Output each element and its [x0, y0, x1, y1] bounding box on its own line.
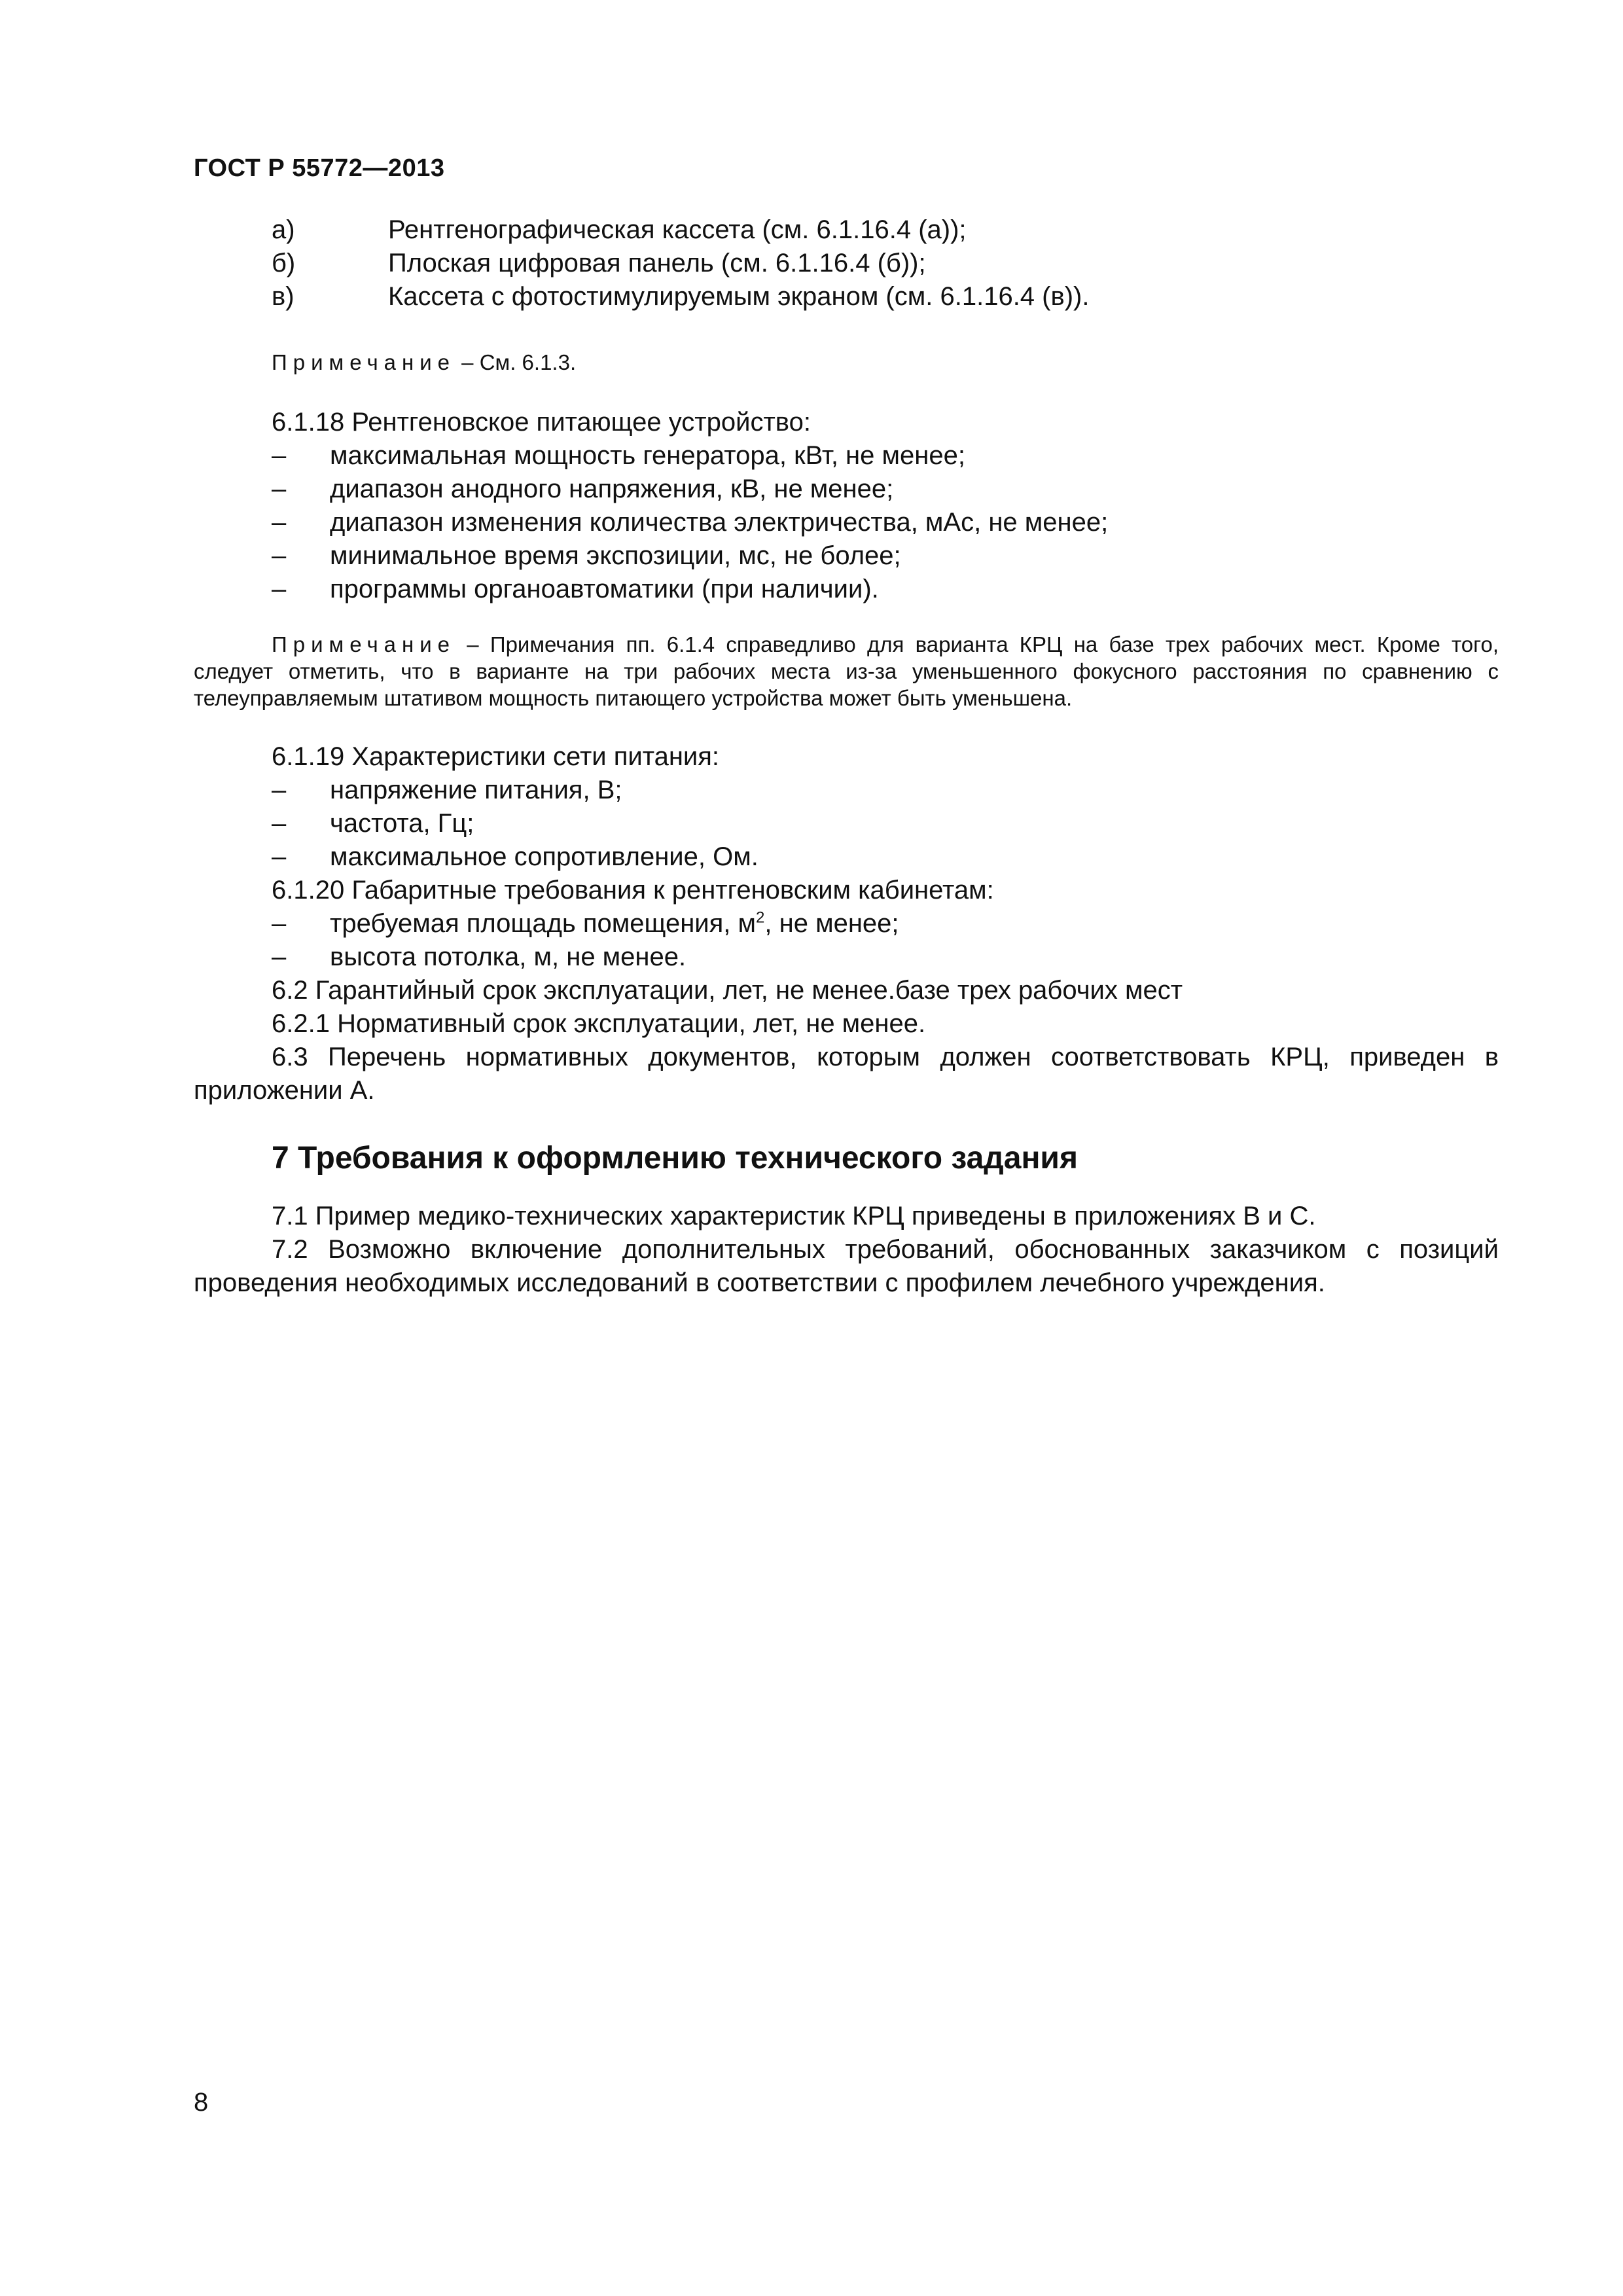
list-item — [194, 539, 1499, 573]
list-item — [194, 774, 1499, 807]
clause: 6.2 Гарантийный срок эксплуатации, лет, не менее.базе трех рабочих мест — [272, 976, 1183, 1005]
note — [194, 631, 1499, 711]
list-text: Кассета с фотостимулируемым экраном (см. 6.1.16.4 (в)). — [388, 282, 1090, 311]
clause-title: 6.1.19 Характеристики сети питания: — [272, 742, 720, 771]
note-label: Примечание — [272, 632, 456, 656]
list-item — [194, 247, 1499, 280]
list-text: диапазон изменения количества электричества, мАс, не менее; — [330, 508, 1109, 537]
dash-bullet: – — [272, 541, 287, 570]
list-letter: а) — [272, 215, 295, 244]
clause: 6.3 Перечень нормативных документов, которым должен соответствовать КРЦ, приведен в приложении А. — [194, 1043, 1499, 1105]
list-item — [194, 840, 1499, 874]
list-text: диапазон анодного напряжения, кВ, не менее; — [330, 475, 894, 503]
dash-bullet: – — [272, 441, 287, 470]
list-item — [194, 213, 1499, 247]
list-text: частота, Гц; — [330, 809, 474, 838]
list-text: напряжение питания, В; — [330, 776, 622, 804]
superscript: 2 — [756, 908, 765, 927]
dash-bullet: – — [272, 508, 287, 537]
dash-bullet: – — [272, 909, 287, 938]
section-heading: 7 Требования к оформлению технического задания — [272, 1141, 1078, 1175]
dash-bullet: – — [272, 942, 287, 971]
list-text: Плоская цифровая панель (см. 6.1.16.4 (б)); — [388, 249, 926, 278]
list-item — [194, 439, 1499, 473]
list-text: максимальная мощность генератора, кВт, не менее; — [330, 441, 965, 470]
dash-bullet: – — [272, 776, 287, 804]
dash-bullet: – — [272, 575, 287, 603]
list-text — [330, 907, 899, 941]
clause: 7.2 Возможно включение дополнительных требований, обоснованных заказчиком с позиций проведения необходимых исследований в соответствии с профилем лечебного учреждения. — [194, 1235, 1499, 1297]
clause-title: 6.1.18 Рентгеновское питающее устройство: — [272, 408, 811, 437]
list-text-part: требуемая площадь помещения, м — [330, 909, 757, 938]
list-text: высота потолка, м, не менее. — [330, 942, 687, 971]
dash-bullet: – — [272, 475, 287, 503]
list-text: программы органоавтоматики (при наличии). — [330, 575, 879, 603]
note-text: – См. 6.1.3. — [455, 350, 577, 374]
list-text: максимальное сопротивление, Ом. — [330, 842, 758, 871]
list-item — [194, 473, 1499, 506]
note — [194, 349, 1499, 376]
note-text: – Примечания пп. 6.1.4 справедливо для варианта КРЦ на базе трех рабочих мест. Кроме того, следует отметить, что в варианте на три рабочих места из-за уменьшенного фокусного расстояния по сравнению с телеуправляемым штативом мощность питающего устройства может быть уменьшена. — [194, 632, 1499, 710]
list-letter: в) — [272, 282, 294, 311]
page-body — [194, 213, 1499, 1300]
list-text-part: , не менее; — [764, 909, 899, 938]
list-item — [194, 907, 1499, 941]
clause-title: 6.1.20 Габаритные требования к рентгеновским кабинетам: — [272, 876, 994, 905]
clause: 6.2.1 Нормативный срок эксплуатации, лет, не менее. — [272, 1009, 926, 1038]
note-label: Примечание — [272, 350, 456, 374]
list-item — [194, 807, 1499, 840]
list-text: минимальное время экспозиции, мс, не более; — [330, 541, 901, 570]
clause: 7.1 Пример медико-технических характеристик КРЦ приведены в приложениях В и С. — [272, 1202, 1316, 1230]
list-text: Рентгенографическая кассета (см. 6.1.16.4 (а)); — [388, 215, 967, 244]
document-code: ГОСТ Р 55772—2013 — [194, 154, 445, 182]
dash-bullet: – — [272, 809, 287, 838]
list-letter: б) — [272, 249, 296, 278]
list-item — [194, 506, 1499, 539]
list-item — [194, 280, 1499, 314]
list-item — [194, 941, 1499, 974]
page-number: 8 — [194, 2088, 209, 2117]
dash-bullet: – — [272, 842, 287, 871]
list-item — [194, 573, 1499, 606]
